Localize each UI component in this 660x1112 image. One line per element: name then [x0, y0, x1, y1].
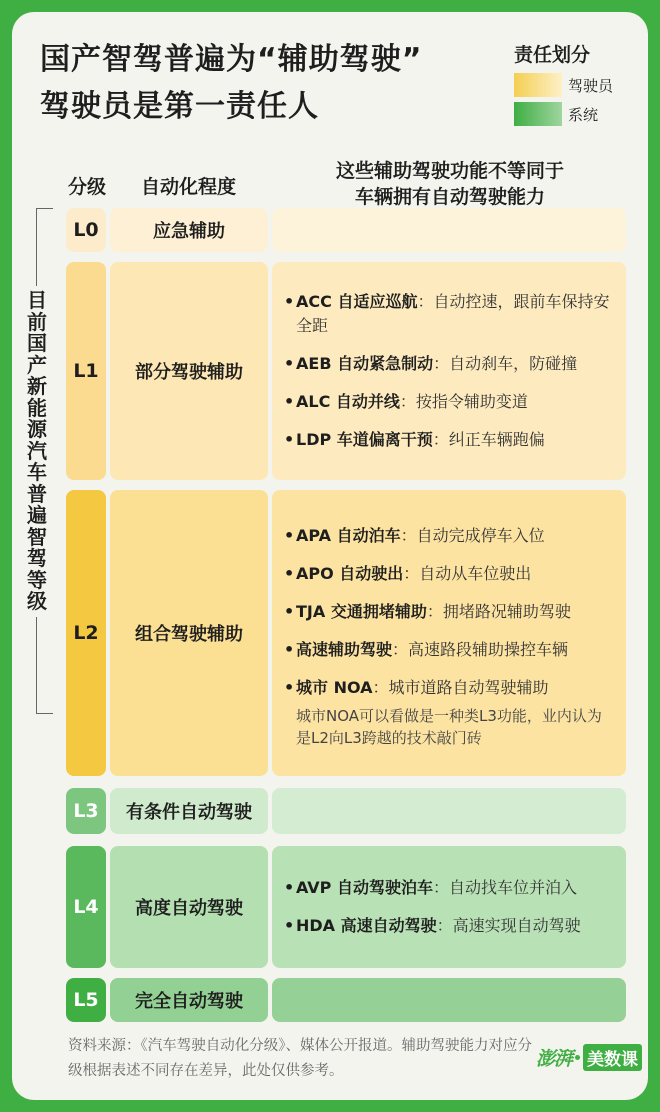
feature-name: ACC 自适应巡航: [296, 292, 418, 311]
feature-desc: ：自动从车位驶出: [403, 564, 532, 583]
level-features: [272, 262, 626, 480]
feature-name: TJA 交通拥堵辅助: [296, 602, 427, 621]
feature-desc: ：高速路段辅助操控车辆: [392, 640, 569, 659]
level-row-l5: [66, 978, 626, 1022]
legend-label-driver: 驾驶员: [568, 76, 614, 95]
level-code: L4: [66, 846, 106, 968]
header-degree: 自动化程度: [141, 176, 237, 198]
bullet-icon: •: [284, 564, 295, 583]
header-note-line-1: 这些辅助驾驶功能不等同于: [335, 160, 564, 182]
feature-item: [284, 428, 616, 452]
feature-item: [284, 600, 616, 624]
level-name: 高度自动驾驶: [110, 846, 268, 968]
feature-item: [284, 290, 616, 338]
title-line-2: 驾驶员是第一责任人: [40, 89, 319, 124]
feature-item: [284, 352, 616, 376]
legend-item-system: [514, 102, 613, 126]
feature-name: 城市 NOA: [296, 678, 373, 697]
bullet-icon: •: [284, 430, 295, 449]
level-features: [272, 208, 626, 252]
legend-label-system: 系统: [568, 105, 599, 124]
feature-item: [284, 914, 616, 938]
feature-name: APA 自动泊车: [296, 526, 401, 545]
bullet-icon: •: [284, 640, 295, 659]
bullet-icon: •: [284, 602, 295, 621]
title-line-1: 国产智驾普遍为“辅助驾驶”: [40, 42, 423, 77]
level-row-l1: [66, 262, 626, 480]
feature-item: [284, 638, 616, 662]
feature-name: AVP 自动驾驶泊车: [296, 878, 433, 897]
feature-desc: ：纠正车辆跑偏: [432, 430, 545, 449]
level-name: 组合驾驶辅助: [110, 490, 268, 776]
source-note: 资料来源：《汽车驾驶自动化分级》、媒体公开报道。辅助驾驶能力对应分级根据表述不同存在差异，此处仅供参考。: [68, 1038, 532, 1079]
feature-name: AEB 自动紧急制动: [296, 354, 434, 373]
feature-desc: ：拥堵路况辅助驾驶: [426, 602, 571, 621]
level-name: 完全自动驾驶: [110, 978, 268, 1022]
level-features: [272, 788, 626, 834]
driver-swatch: [514, 73, 562, 97]
feature-name: APO 自动驶出: [296, 564, 404, 583]
level-row-l0: [66, 208, 626, 252]
bullet-icon: •: [284, 292, 295, 311]
feature-desc: ：自动完成停车入位: [400, 526, 545, 545]
level-code: L5: [66, 978, 106, 1022]
level-name: 应急辅助: [110, 208, 268, 252]
level-name: 部分驾驶辅助: [110, 262, 268, 480]
bullet-icon: •: [284, 878, 295, 897]
feature-desc: ：城市道路自动驾驶辅助: [372, 678, 549, 697]
header-note: [300, 158, 600, 210]
bullet-icon: •: [284, 678, 295, 697]
system-swatch: [514, 102, 562, 126]
level-features: [272, 846, 626, 968]
feature-desc: ：自动控速，跟前车保持安全距: [296, 292, 610, 335]
level-code: L3: [66, 788, 106, 834]
feature-desc: ：高速实现自动驾驶: [436, 916, 581, 935]
bullet-icon: •: [284, 916, 295, 935]
level-row-l3: [66, 788, 626, 834]
side-label: 目前国产新能源汽车普遍智驾等级: [24, 286, 50, 617]
level-code: L1: [66, 262, 106, 480]
feature-name: HDA 高速自动驾驶: [296, 916, 437, 935]
brand-logo: [536, 1044, 642, 1071]
level-row-l4: [66, 846, 626, 968]
feature-item: [284, 562, 616, 586]
legend-item-driver: [514, 73, 613, 97]
level-code: L0: [66, 208, 106, 252]
level-name: 有条件自动驾驶: [110, 788, 268, 834]
bullet-icon: •: [284, 354, 295, 373]
level-features: [272, 978, 626, 1022]
header-level: 分级: [68, 176, 107, 198]
page-title: [40, 36, 422, 130]
header-note-line-2: 车辆拥有自动驾驶能力: [354, 186, 545, 208]
legend: [514, 40, 613, 131]
feature-name: 高速辅助驾驶: [296, 640, 393, 659]
feature-item: [284, 390, 616, 414]
logo-dot-icon: [575, 1055, 580, 1060]
feature-item: [284, 524, 616, 548]
feature-item: [284, 676, 616, 700]
feature-name: ALC 自动并线: [296, 392, 400, 411]
logo-text-1: 澎湃: [536, 1048, 573, 1070]
feature-desc: ：自动找车位并泊入: [432, 878, 577, 897]
level-features: [272, 490, 626, 776]
feature-desc: ：按指令辅助变道: [399, 392, 528, 411]
bullet-icon: •: [284, 392, 295, 411]
logo-text-2: 美数课: [583, 1044, 642, 1071]
feature-desc: ：自动刹车，防碰撞: [433, 354, 578, 373]
bullet-icon: •: [284, 526, 295, 545]
feature-item: [284, 876, 616, 900]
level-row-l2: [66, 490, 626, 776]
feature-name: LDP 车道偏离干预: [296, 430, 433, 449]
feature-note: 城市NOA可以看做是一种类L3功能，业内认为是L2向L3跨越的技术敲门砖: [296, 707, 602, 747]
legend-title: 责任划分: [514, 44, 591, 66]
level-code: L2: [66, 490, 106, 776]
